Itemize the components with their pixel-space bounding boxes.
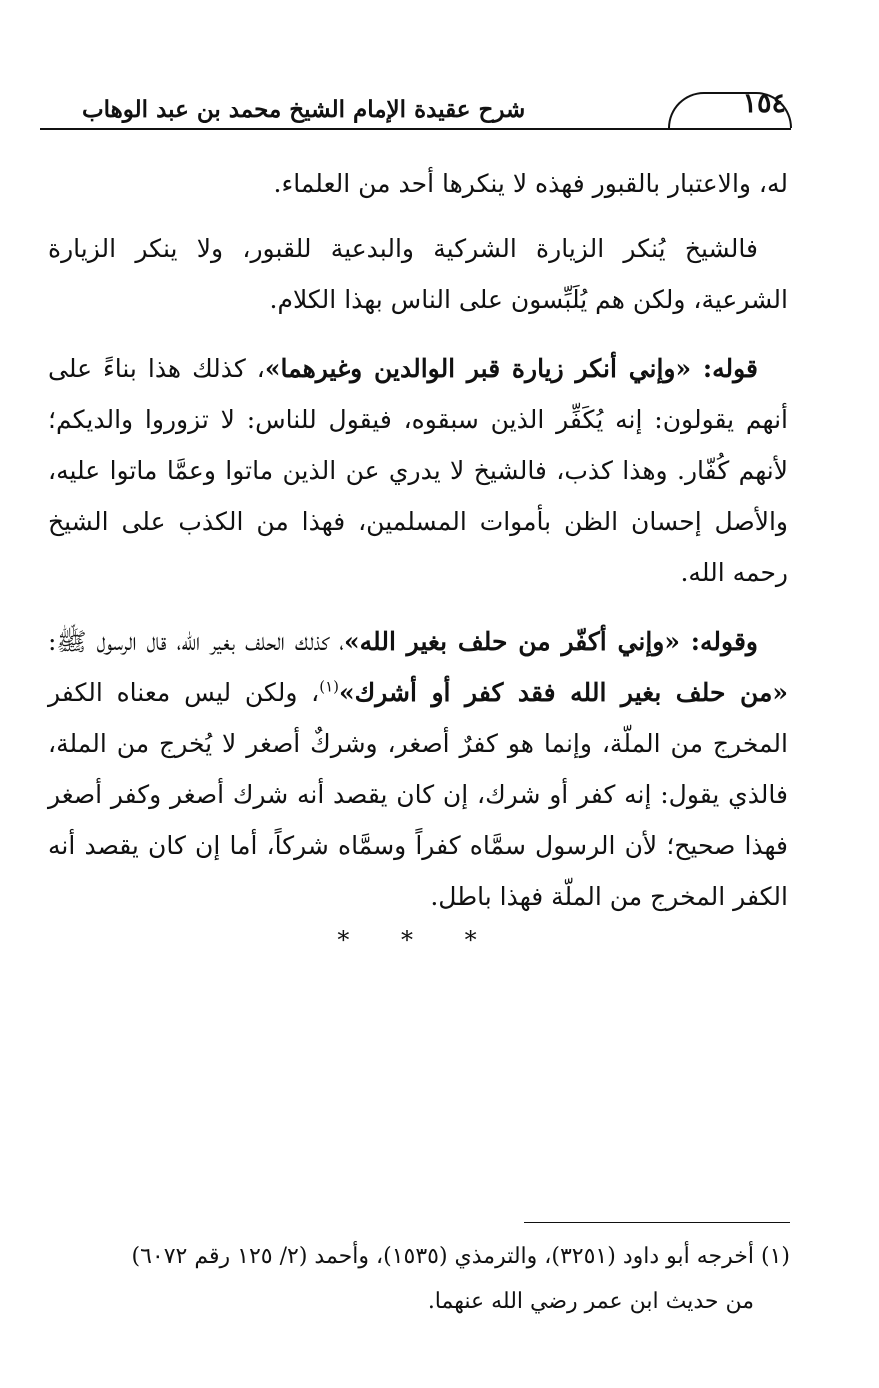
paragraph xyxy=(48,343,788,598)
bold-text: «وإني أكفّر من حلف بغير الله» xyxy=(344,627,691,656)
paragraph xyxy=(48,616,788,922)
paragraph xyxy=(48,223,788,325)
text-run: ، ولكن ليس معناه الكفر المخرج من الملّة، وإنما هو كفرٌ أصغر، وشركٌ أصغر لا يُخرج من الملة، فالذي يقول: إنه كفر أو شرك، إن كان يقصد أنه شرك أصغر وكفر أصغر فهذا صحيح؛ لأن الرسول سمَّاه كفراً وسمَّاه شركاً، أما إن كان يقصد أنه الكفر المخرج من الملّة فهذا باطل. xyxy=(48,678,788,911)
footnote xyxy=(40,1234,790,1324)
running-header xyxy=(42,90,790,130)
footnotes xyxy=(40,1234,790,1324)
body-text xyxy=(48,158,788,954)
bold-text: وقوله: xyxy=(690,627,758,656)
footnote-marker: (١) xyxy=(319,677,340,696)
running-title: شرح عقيدة الإمام الشيخ محمد بن عبد الوهاب xyxy=(82,96,526,123)
section-separator: * * * xyxy=(337,926,499,954)
footnote-line: من حديث ابن عمر رضي الله عنهما. xyxy=(427,1289,754,1314)
text-run: ، كذلك هذا بناءً على أنهم يقولون: إنه يُكَفِّر الذين سبقوه، فيقول للناس: لا تزوروا والديكم؛ لأنهم كُفّار. وهذا كذب، فالشيخ لا يدري عن الذين ماتوا وعمَّا ماتوا عليه، والأصل إحسان الظن بأموات المسلمين، فهذا من الكذب على الشيخ رحمه الله. xyxy=(48,354,788,587)
bold-text: «وإني أنكر زيارة قبر الوالدين وغيرهما» xyxy=(264,354,703,383)
bold-text: قوله: xyxy=(702,354,758,383)
footnote-rule xyxy=(524,1222,790,1223)
bold-text: «من حلف بغير الله فقد كفر أو أشرك» xyxy=(339,678,788,707)
text-run: له، والاعتبار بالقبور فهذه لا ينكرها أحد من العلماء. xyxy=(273,169,788,198)
text-run: ، كذلك الحلف بغير الله، قال الرسول ﷺ: xyxy=(48,627,345,656)
header-rule xyxy=(40,128,791,130)
footnote-line: (١) أخرجه أبو داود (٣٢٥١)، والترمذي (١٥٣٥)، وأحمد (٢/ ١٢٥ رقم ٦٠٧٢) xyxy=(131,1244,790,1269)
text-run: فالشيخ يُنكر الزيارة الشركية والبدعية للقبور، ولا ينكر الزيارة الشرعية، ولكن هم يُلَبِّسون على الناس بهذا الكلام. xyxy=(48,234,788,314)
paragraph xyxy=(48,158,788,209)
page-number: ١٥٤ xyxy=(742,88,786,119)
